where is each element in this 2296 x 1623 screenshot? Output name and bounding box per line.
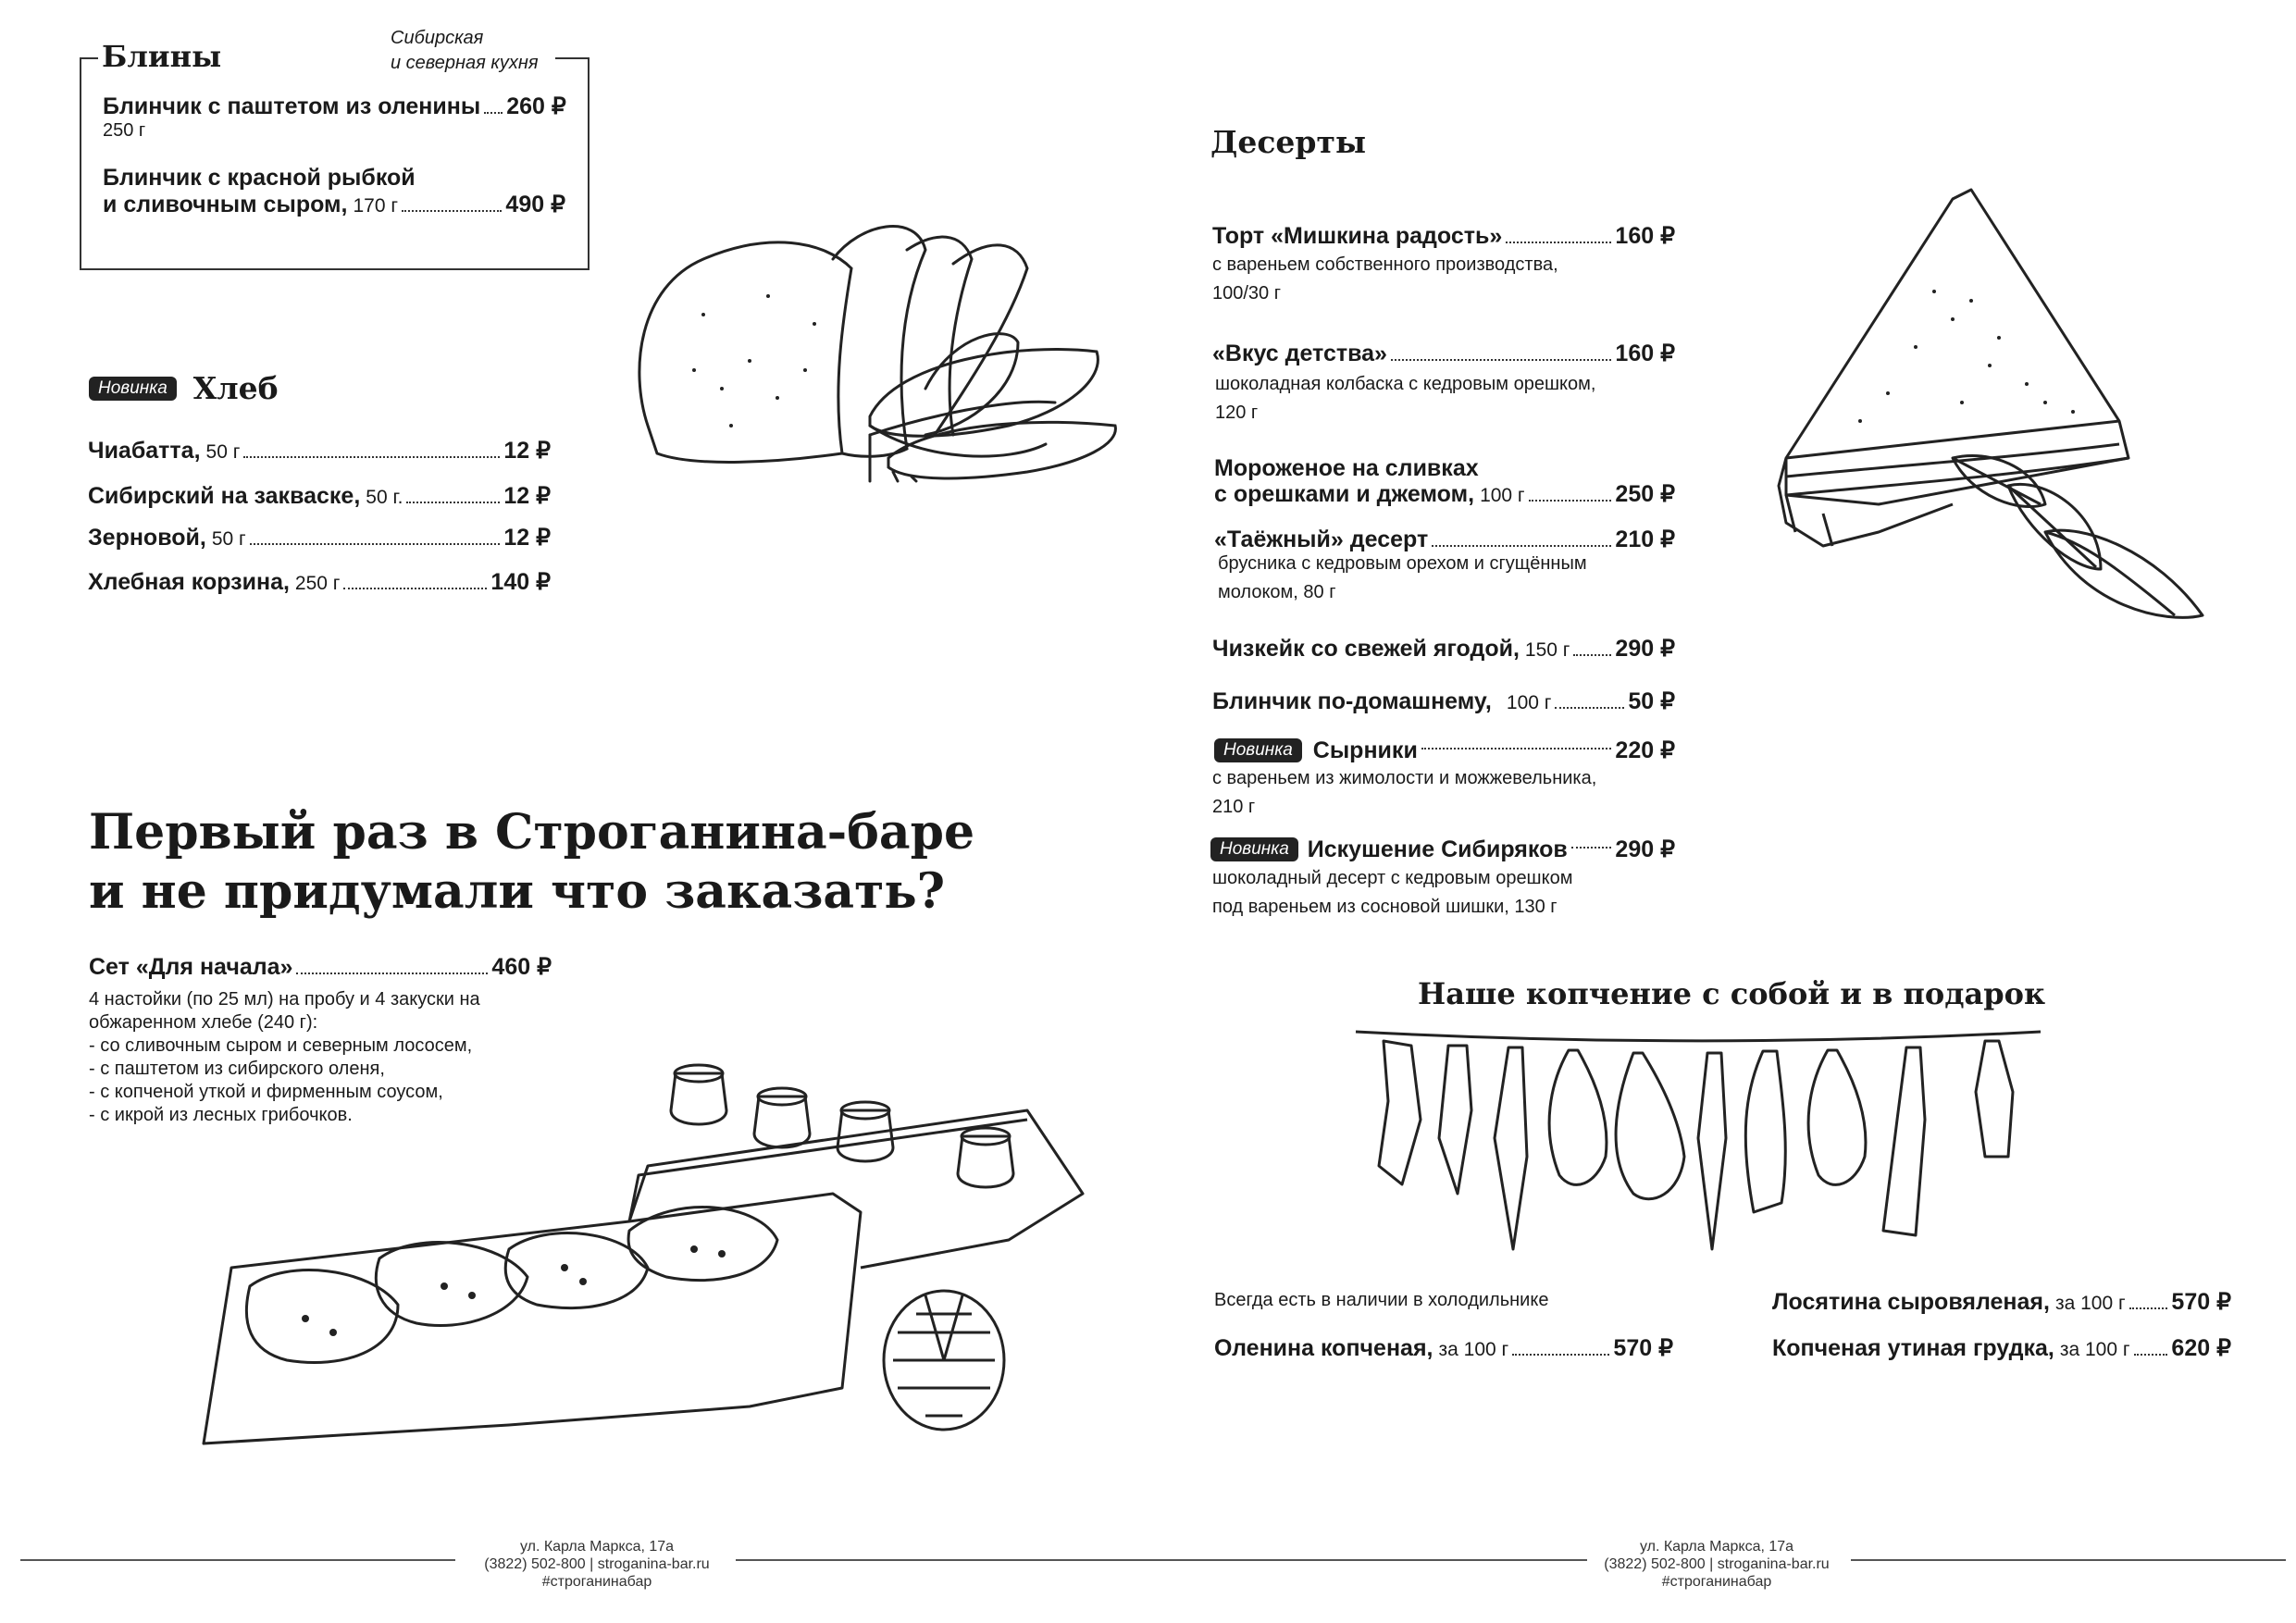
- dot-leader: [484, 111, 503, 114]
- dessert-item-7-desc: с вареньем из жимолости и можжевельника, 210 г: [1212, 768, 1597, 817]
- item-price: 460 ₽: [491, 954, 552, 980]
- item-size: 170 г: [353, 195, 399, 217]
- item-name: с орешками и джемом,: [1214, 481, 1475, 507]
- bread-header: [89, 370, 279, 406]
- dessert-item-8: [1210, 836, 1675, 863]
- dot-leader: [1573, 653, 1611, 656]
- item-name: Хлебная корзина,: [88, 569, 290, 595]
- dessert-item-2-desc: шоколадная колбаска с кедровым орешком, 120 г: [1215, 374, 1596, 423]
- dot-leader: [1555, 706, 1624, 709]
- dot-leader: [1529, 499, 1612, 502]
- item-price: 290 ₽: [1615, 836, 1675, 862]
- footer-rule-right-b: [1851, 1559, 2286, 1561]
- item-size: за 100 г: [2059, 1339, 2130, 1360]
- dot-leader: [1432, 544, 1611, 547]
- item-name: Копченая утиная грудка,: [1772, 1335, 2054, 1361]
- bread-item-1: [88, 437, 551, 465]
- cuisine-subtitle-line1: Сибирская: [391, 28, 484, 48]
- new-badge: Новинка: [89, 377, 177, 401]
- blini-box: [80, 57, 590, 270]
- footer-address: ул. Карла Маркса, 17а: [519, 1539, 675, 1555]
- new-badge: Новинка: [1214, 738, 1302, 762]
- item-name: Чиабатта,: [88, 438, 201, 464]
- hanging-meats-illustration: [1356, 1027, 2059, 1268]
- blini-item-1-size: 250 г: [103, 120, 146, 141]
- dot-leader: [343, 587, 487, 589]
- item-size: 250 г: [294, 573, 341, 594]
- item-price: 490 ₽: [505, 192, 565, 217]
- dessert-item-8-desc: шоколадный десерт с кедровым орешком под вареньем из сосновой шишки, 130 г: [1212, 868, 1573, 917]
- smoked-item-2: [1772, 1288, 2231, 1316]
- desserts-title: Десерты: [1210, 124, 1367, 160]
- footer-left: [463, 1538, 731, 1591]
- cuisine-subtitle: [391, 26, 539, 76]
- item-price: 220 ₽: [1615, 737, 1675, 763]
- footer-hashtag: #строганинабар: [1661, 1574, 1772, 1590]
- item-price: 50 ₽: [1628, 688, 1675, 714]
- item-size: 50 г.: [366, 487, 403, 508]
- item-name: Лосятина сыровяленая,: [1772, 1289, 2050, 1315]
- dessert-item-1-desc: с вареньем собственного производства, 100/30 г: [1212, 254, 1558, 304]
- item-name: Сибирский на закваске,: [88, 483, 361, 509]
- dot-leader: [2129, 1307, 2168, 1309]
- promo-title-line2: и не придумали что заказать?: [89, 863, 946, 920]
- item-price: 570 ₽: [2171, 1289, 2231, 1315]
- dessert-item-2: [1212, 340, 1675, 367]
- dot-leader: [402, 209, 502, 212]
- snack-board-illustration: [194, 1055, 1101, 1462]
- item-price: 140 ₽: [490, 569, 551, 595]
- new-badge: Новинка: [1210, 837, 1298, 861]
- footer-rule-right-a: [1152, 1559, 1587, 1561]
- cuisine-subtitle-line2: и северная кухня: [391, 53, 539, 73]
- bread-item-4: [88, 568, 551, 596]
- item-size: 150 г: [1524, 639, 1570, 661]
- blini-item-2-line1: Блинчик с красной рыбкой: [103, 165, 416, 191]
- item-price: 12 ₽: [503, 483, 551, 509]
- promo-title: [89, 803, 974, 922]
- item-price: 160 ₽: [1615, 223, 1675, 249]
- dessert-item-3-line1: Мороженое на сливках: [1214, 455, 1479, 481]
- item-price: 290 ₽: [1615, 636, 1675, 662]
- blini-box-top-right: [555, 57, 588, 59]
- dot-leader: [243, 455, 500, 458]
- blini-title: Блины: [102, 39, 222, 74]
- item-price: 260 ₽: [506, 93, 566, 119]
- bread-title: Хлеб: [192, 370, 279, 406]
- dot-leader: [250, 542, 501, 545]
- dot-leader: [1506, 241, 1611, 243]
- item-size: за 100 г: [2054, 1293, 2126, 1314]
- item-name: Сырники: [1312, 737, 1418, 763]
- cake-slice-illustration: [1768, 180, 2212, 680]
- dessert-item-7: [1214, 737, 1675, 764]
- item-price: 570 ₽: [1613, 1335, 1673, 1361]
- item-size: за 100 г: [1438, 1339, 1509, 1360]
- bread-illustration: [620, 204, 1138, 481]
- item-name: «Таёжный» десерт: [1214, 527, 1429, 552]
- item-name: Блинчик по-домашнему,: [1212, 688, 1492, 714]
- smoked-note: Всегда есть в наличии в холодильнике: [1214, 1290, 1549, 1310]
- footer-contacts: (3822) 502-800 | stroganina-bar.ru: [484, 1556, 710, 1572]
- footer-contacts: (3822) 502-800 | stroganina-bar.ru: [1604, 1556, 1830, 1572]
- dot-leader: [1391, 358, 1611, 361]
- item-price: 210 ₽: [1615, 527, 1675, 552]
- item-price: 620 ₽: [2171, 1335, 2231, 1361]
- dot-leader: [1512, 1353, 1609, 1356]
- item-price: 160 ₽: [1615, 341, 1675, 366]
- item-name: и сливочным сыром,: [103, 192, 348, 217]
- footer-address: ул. Карла Маркса, 17а: [1639, 1539, 1794, 1555]
- dessert-item-5: [1212, 635, 1675, 663]
- blini-item-1: [103, 93, 565, 120]
- blini-box-top-left: [80, 57, 98, 59]
- item-price: 12 ₽: [503, 525, 551, 551]
- item-name: Блинчик с паштетом из оленины: [103, 93, 481, 119]
- item-name: Чизкейк со свежей ягодой,: [1212, 636, 1520, 662]
- item-name: «Вкус детства»: [1212, 341, 1387, 366]
- item-size: 100 г: [1480, 485, 1525, 506]
- dessert-item-3: [1214, 480, 1675, 508]
- smoked-item-3: [1772, 1334, 2231, 1362]
- item-name: Сет «Для начала»: [89, 954, 293, 980]
- set-item: [89, 953, 552, 981]
- item-name: Зерновой,: [88, 525, 206, 551]
- dessert-item-6: [1212, 688, 1675, 715]
- bread-item-3: [88, 524, 551, 551]
- dot-leader: [2134, 1353, 2168, 1356]
- blini-item-2: [103, 191, 565, 218]
- footer-rule-left-b: [736, 1559, 1152, 1561]
- dessert-item-4-desc: брусника с кедровым орехом и сгущённым молоком, 80 г: [1218, 553, 1587, 602]
- dot-leader: [1421, 747, 1612, 750]
- dessert-item-1: [1212, 222, 1675, 250]
- smoked-item-1: [1214, 1334, 1673, 1362]
- dot-leader: [406, 501, 500, 503]
- bread-item-2: [88, 482, 551, 510]
- set-description: 4 настойки (по 25 мл) на пробу и 4 закуски на обжаренном хлебе (240 г): - со сливочным сыром и северным лососем, - с паштетом из сибирского оленя, - с копченой уткой и фирменным соусом, - с икрой из лесных грибочков.: [89, 989, 480, 1125]
- footer-right: [1582, 1538, 1851, 1591]
- item-size: 50 г: [205, 441, 241, 463]
- item-name: Торт «Мишкина радость»: [1212, 223, 1503, 249]
- item-size: 100 г: [1506, 692, 1552, 713]
- footer-hashtag: #строганинабар: [541, 1574, 652, 1590]
- promo-title-line1: Первый раз в Строганина-баре: [89, 804, 975, 861]
- smoked-title: Наше копчение с собой и в подарок: [1418, 976, 2046, 1011]
- item-size: 50 г: [211, 528, 246, 550]
- item-name: Оленина копченая,: [1214, 1335, 1433, 1361]
- item-price: 250 ₽: [1615, 481, 1675, 507]
- item-price: 12 ₽: [503, 438, 551, 464]
- dot-leader: [1571, 846, 1612, 849]
- item-name: Искушение Сибиряков: [1307, 836, 1568, 862]
- dot-leader: [296, 972, 488, 974]
- footer-rule-left-a: [20, 1559, 455, 1561]
